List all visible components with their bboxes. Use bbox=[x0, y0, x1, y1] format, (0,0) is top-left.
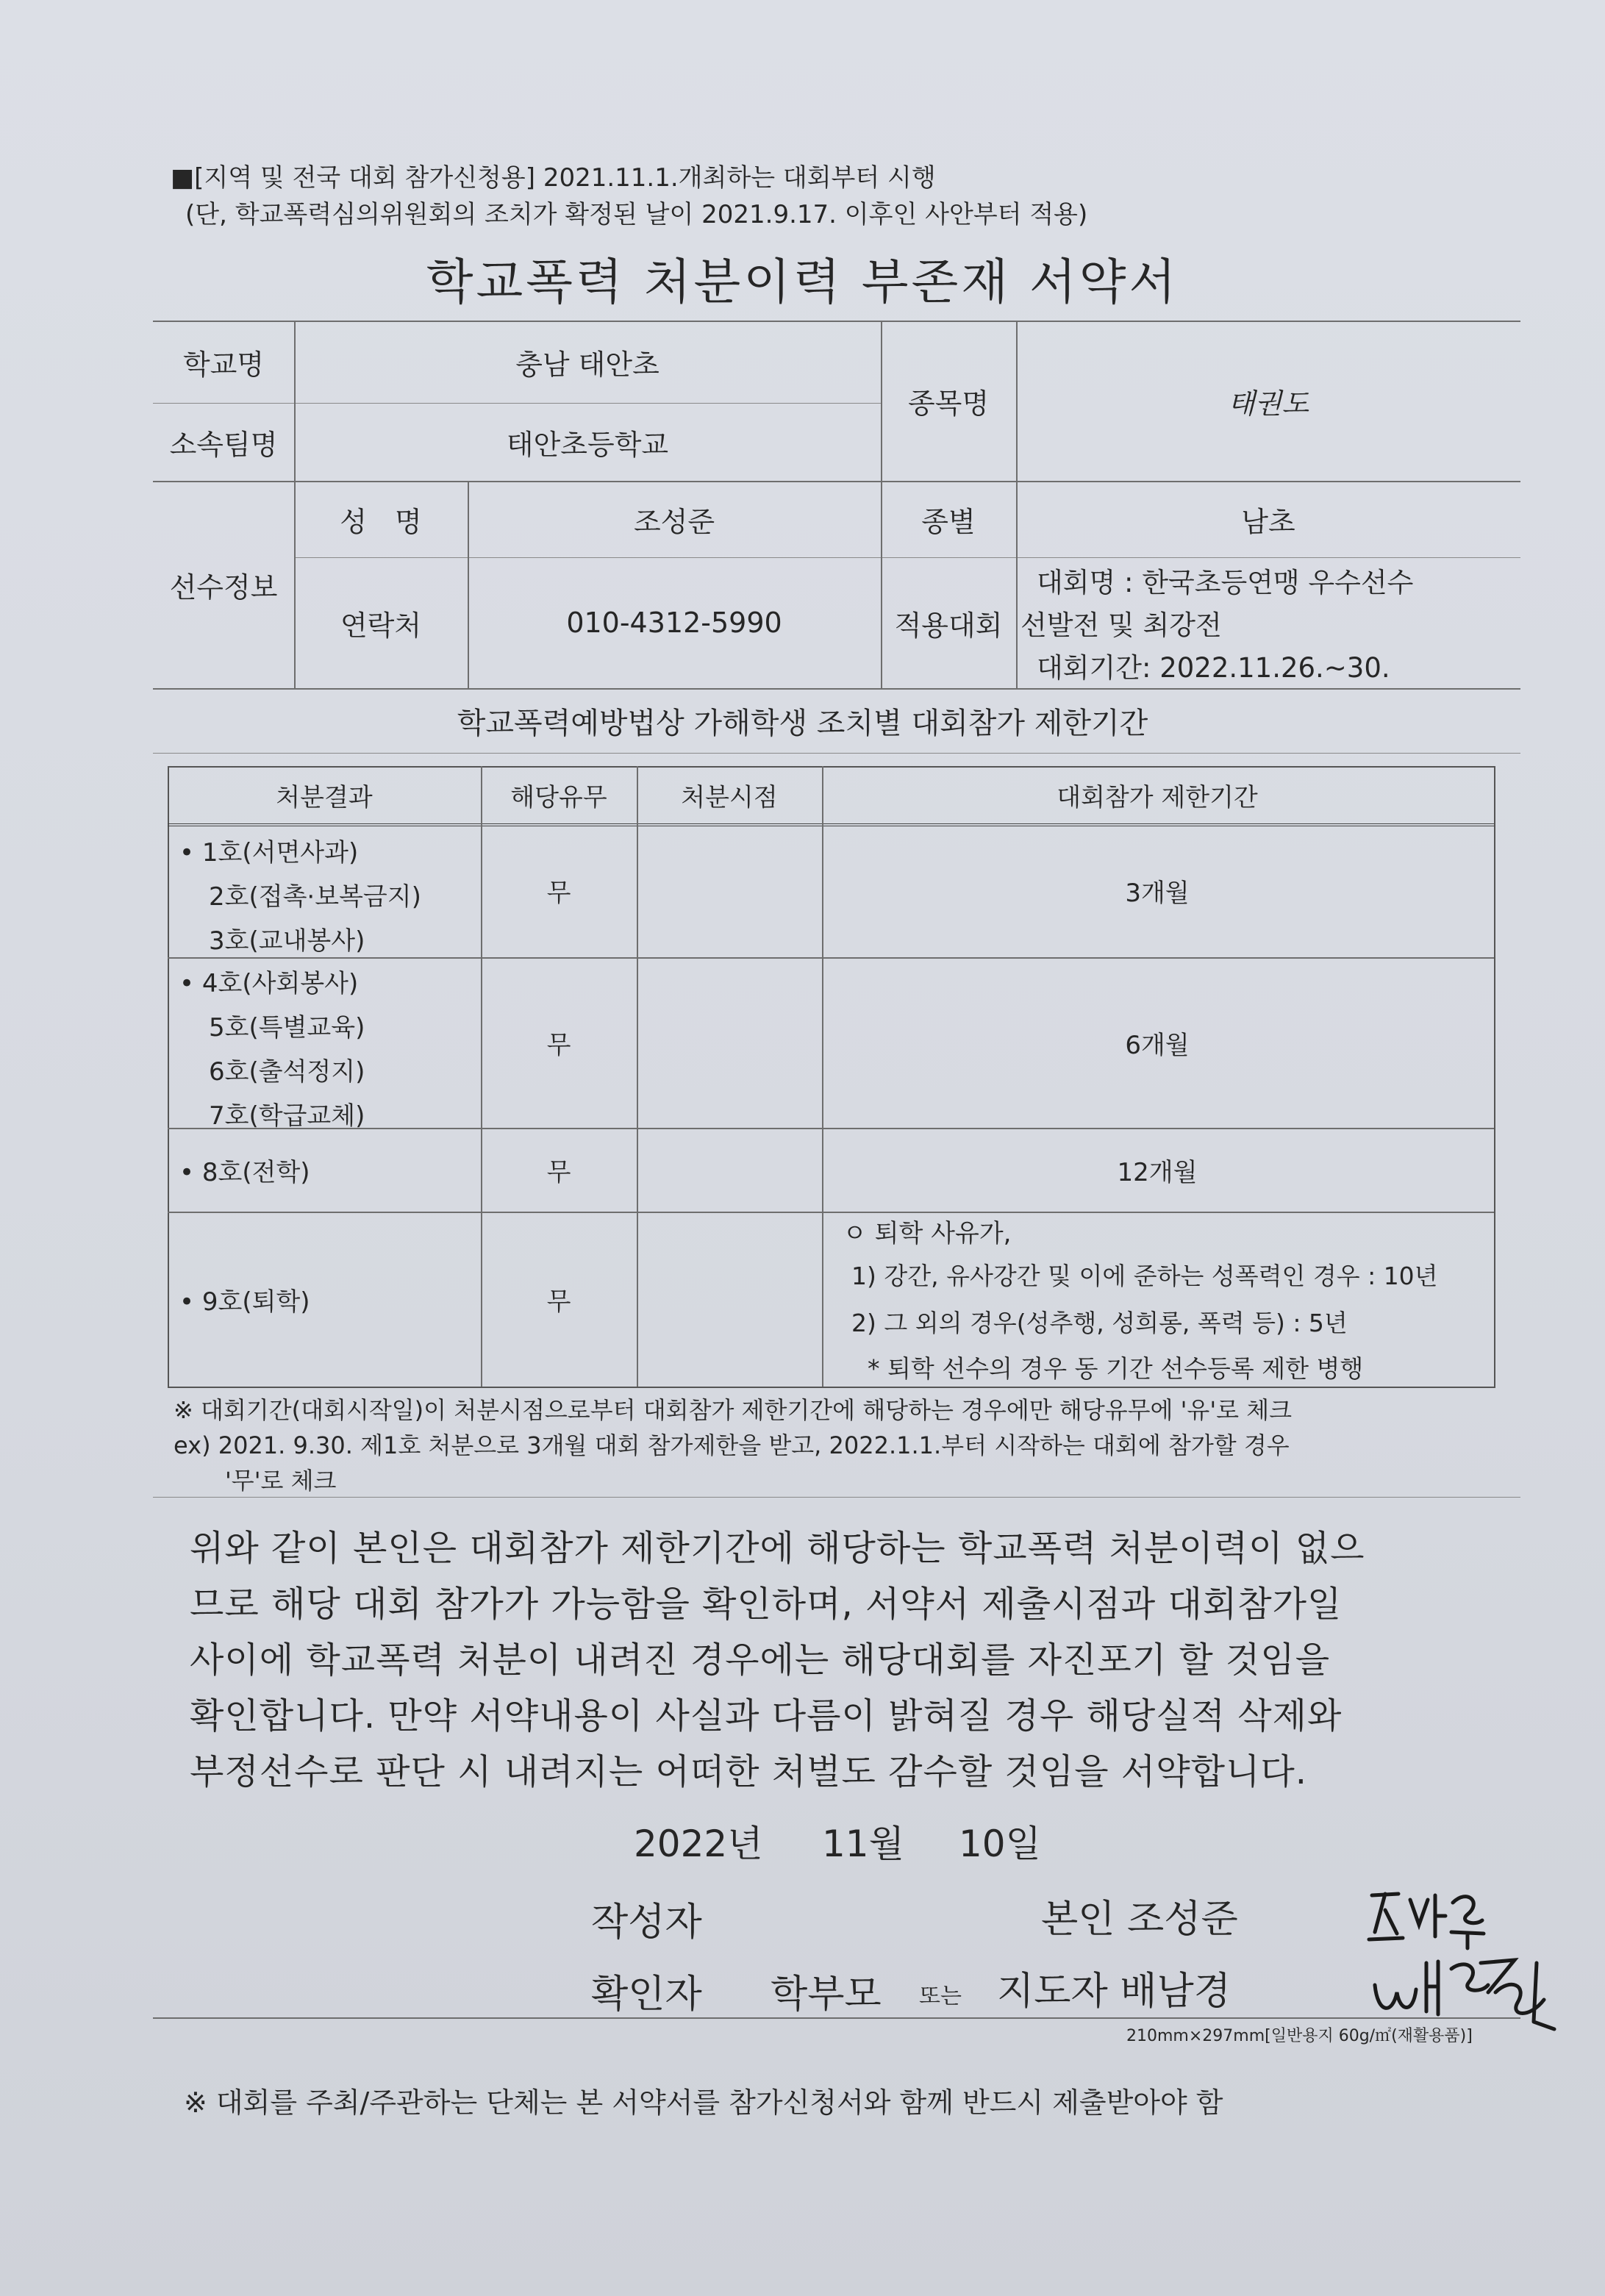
category-label: 종별 bbox=[921, 505, 976, 538]
date-year: 2022년 bbox=[634, 1823, 763, 1865]
row4-period-line2: 1) 강간, 유사강간 및 이에 준하는 성폭력인 경우 : 10년 bbox=[851, 1262, 1438, 1290]
row1-item3: 3호(교내봉사) bbox=[209, 926, 365, 956]
pledge-line-1: 위와 같이 본인은 대회참가 제한기간에 해당하는 학교폭력 처분이력이 없으 bbox=[190, 1528, 1365, 1569]
table-row3-line bbox=[168, 1212, 1494, 1213]
row4-period-line3: 2) 그 외의 경우(성추행, 성희롱, 폭력 등) : 5년 bbox=[851, 1309, 1348, 1337]
team-value: 태안초등학교 bbox=[506, 428, 669, 461]
row1-applies[interactable]: 무 bbox=[546, 878, 571, 908]
event-label: 적용대회 bbox=[894, 609, 1003, 642]
name-value: 조성준 bbox=[633, 505, 715, 538]
row3-applies[interactable]: 무 bbox=[546, 1157, 571, 1187]
row4-period-line4: * 퇴학 선수의 경우 동 기간 선수등록 제한 병행 bbox=[868, 1354, 1364, 1383]
row3-item1: • 8호(전학) bbox=[179, 1157, 310, 1187]
note-1: ※ 대회기간(대회시작일)이 처분시점으로부터 대회참가 제한기간에 해당하는 경우에만 해당유무에 '유'로 체크 bbox=[174, 1396, 1293, 1424]
note-3: '무'로 체크 bbox=[225, 1467, 337, 1495]
footer-note: ※ 대회를 주최/주관하는 단체는 본 서약서를 참가신청서와 함께 반드시 제출받아야 함 bbox=[184, 2086, 1223, 2119]
date-month: 11월 bbox=[822, 1823, 904, 1865]
notes-bottom-line bbox=[153, 1497, 1520, 1498]
pledge-line-4: 확인합니다. 만약 서약내용이 사실과 다름이 밝혀질 경우 해당실적 삭제와 bbox=[190, 1695, 1343, 1737]
team-label: 소속팀명 bbox=[169, 428, 278, 461]
row1-date[interactable] bbox=[637, 823, 822, 957]
row3-period: 12개월 bbox=[1117, 1157, 1198, 1187]
pledge-line-3: 사이에 학교폭력 처분이 내려진 경우에는 해당대회를 자진포기 할 것임을 bbox=[190, 1639, 1331, 1681]
school-label: 학교명 bbox=[182, 348, 265, 381]
contact-value: 010-4312-5990 bbox=[566, 607, 782, 639]
paper-spec: 210mm×297mm[일반용지 60g/㎡(재활용품)] bbox=[1126, 2027, 1473, 2045]
row2-item4: 7호(학급교체) bbox=[209, 1101, 365, 1131]
event-period: 대회기간: 2022.11.26.~30. bbox=[1037, 652, 1390, 684]
writer-signature bbox=[1365, 1881, 1490, 1954]
row2-period: 6개월 bbox=[1125, 1030, 1190, 1060]
document-title: 학교폭력 처분이력 부존재 서약서 bbox=[426, 254, 1179, 310]
section-title: 학교폭력예방법상 가해학생 조치별 대회참가 제한기간 bbox=[457, 707, 1148, 740]
sport-value: 태권도 bbox=[1227, 387, 1309, 420]
confirmer-or: 또는 bbox=[919, 1984, 962, 2009]
header-period: 대회참가 제한기간 bbox=[1057, 782, 1258, 812]
header-applies: 해당유무 bbox=[510, 782, 607, 812]
notice-line-2: (단, 학교폭력심의위원회의 조치가 확정된 날이 2021.9.17. 이후인 사안부터 적용) bbox=[185, 200, 1088, 229]
pledge-line-2: 므로 해당 대회 참가가 가능함을 확인하며, 서약서 제출시점과 대회참가일 bbox=[190, 1584, 1343, 1625]
row2-item3: 6호(출석정지) bbox=[209, 1057, 365, 1087]
confirmer-label: 확인자 bbox=[591, 1973, 702, 2017]
confirmer-parent: 학부모 bbox=[771, 1973, 882, 2017]
sport-label: 종목명 bbox=[907, 387, 990, 420]
row2-item2: 5호(특별교육) bbox=[209, 1013, 365, 1043]
school-value: 충남 태안초 bbox=[515, 348, 659, 381]
row4-applies[interactable]: 무 bbox=[546, 1287, 571, 1317]
row1-item2: 2호(접촉·보복금지) bbox=[209, 882, 421, 912]
category-value: 남초 bbox=[1241, 505, 1295, 538]
row1-item1: • 1호(서면사과) bbox=[179, 838, 359, 868]
event-name-line2: 선발전 및 최강전 bbox=[1020, 609, 1222, 641]
event-name-line1: 대회명 : 한국초등연맹 우수선수 bbox=[1037, 567, 1414, 598]
confirmer-value: 지도자 배남경 bbox=[997, 1970, 1231, 2014]
info-bottom-line bbox=[153, 688, 1520, 690]
row1-period: 3개월 bbox=[1125, 878, 1190, 908]
note-2: ex) 2021. 9.30. 제1호 처분으로 3개월 대회 참가제한을 받고, 2022.1.1.부터 시작하는 대회에 참가할 경우 bbox=[174, 1431, 1290, 1459]
row2-item1: • 4호(사회봉사) bbox=[179, 969, 359, 998]
notice-line-1: ■[지역 및 전국 대회 참가신청용] 2021.11.1.개최하는 대회부터 시행 bbox=[171, 163, 936, 193]
contact-label: 연락처 bbox=[340, 609, 422, 642]
section-title-line bbox=[153, 753, 1520, 754]
row4-period-line1: ㅇ 퇴학 사유가, bbox=[843, 1219, 1012, 1248]
row4-item1: • 9호(퇴학) bbox=[179, 1287, 310, 1317]
row2-date[interactable] bbox=[637, 957, 822, 1128]
header-result: 처분결과 bbox=[276, 782, 373, 812]
pledge-line-5: 부정선수로 판단 시 내려지는 어떠한 처벌도 감수할 것임을 서약합니다. bbox=[190, 1751, 1307, 1792]
writer-label: 작성자 bbox=[591, 1900, 702, 1945]
player-info-label: 선수정보 bbox=[169, 571, 278, 604]
header-date: 처분시점 bbox=[681, 782, 778, 812]
row3-date[interactable] bbox=[637, 1128, 822, 1212]
name-label: 성 명 bbox=[340, 505, 422, 538]
row2-applies[interactable]: 무 bbox=[546, 1030, 571, 1060]
bottom-line bbox=[153, 2017, 1520, 2019]
row4-date[interactable] bbox=[637, 1212, 822, 1387]
date-day: 10일 bbox=[959, 1823, 1041, 1865]
writer-value: 본인 조성준 bbox=[1041, 1898, 1238, 1942]
